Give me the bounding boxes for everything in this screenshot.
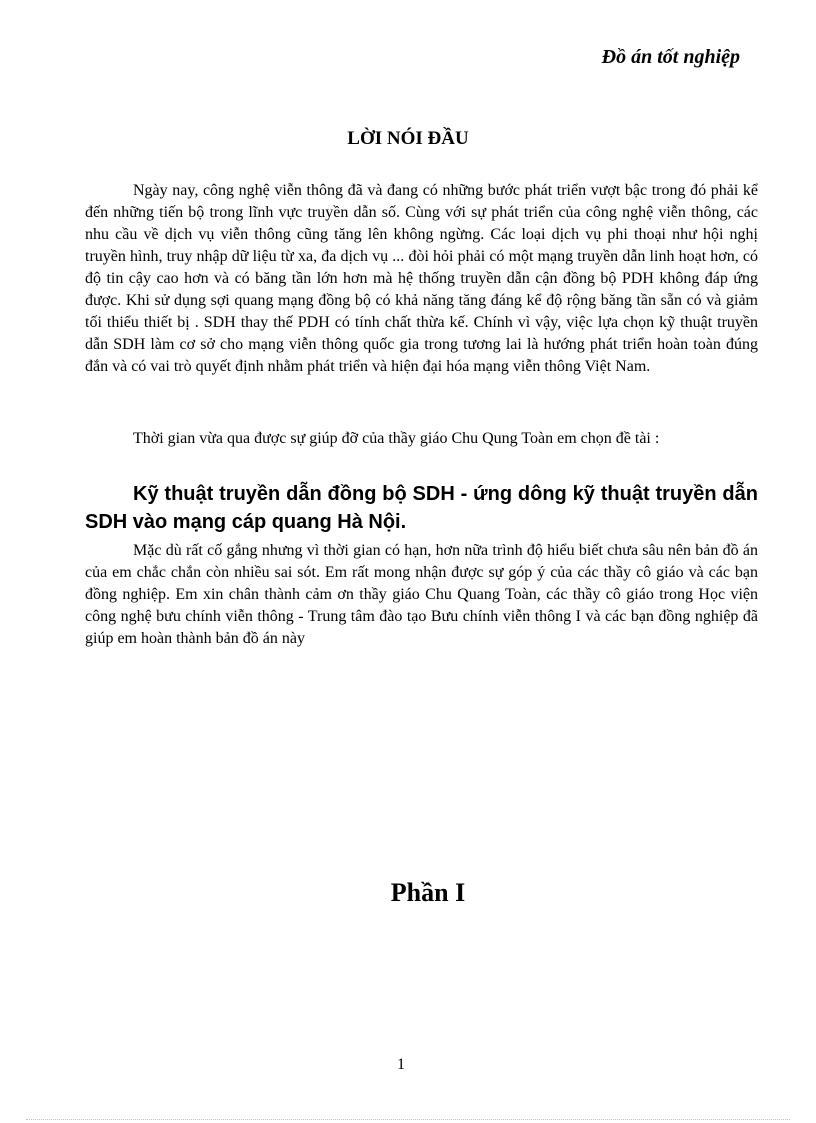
page-number: 1 (397, 1056, 405, 1073)
document-heading: LỜI NÓI ĐẦU (347, 128, 469, 149)
paragraph-acknowledgement: Mặc dù rất cố gắng nhưng vì thời gian có hạn, hơn nữa trình độ hiểu biết chưa sâu nên bản đồ án của em chắc chắn còn nhiều sai sót. Em rất mong nhận được sự góp ý của các thầy cô giáo và các bạn đồng nghiệp. Em xin chân thành cảm ơn thầy giáo Chu Quang Toàn, các thầy cô giáo trong Học viện công nghệ bưu chính viễn thông - Trung tâm đào tạo Bưu chính viễn thông I và các bạn đồng nghiệp đã giúp em hoàn thành bản đồ án này (85, 542, 758, 647)
thesis-topic: Kỹ thuật truyền dẫn đồng bộ SDH - ứng dông kỹ thuật truyền dẫn SDH vào mạng cáp quang Hà Nội. (85, 483, 758, 533)
part-title: Phần I (390, 878, 466, 907)
page-divider (26, 1119, 790, 1120)
paragraph-topic-intro: Thời gian vừa qua được sự giúp đỡ của thầy giáo Chu Qung Toàn em chọn đề tài : (133, 430, 660, 447)
paragraph-intro: Ngày nay, công nghệ viễn thông đã và đang có những bước phát triển vượt bậc trong đó phải kể đến những tiến bộ trong lĩnh vực truyền dẫn số. Cùng với sự phát triển của công nghệ viễn thông, các nhu cầu về dịch vụ viễn thông cũng tăng lên không ngừng. Các loại dịch vụ phi thoại như hội nghị truyền hình, truy nhập dữ liệu từ xa, đa dịch vụ ... đòi hỏi phải có một mạng truyền dẫn linh hoạt hơn, có độ tin cậy cao hơn và có băng tần lớn hơn mà hệ thống truyền dẫn cận đồng bộ PDH không đáp ứng được. Khi sử dụng sợi quang mạng đồng bộ có khả năng tăng đáng kể độ rộng băng tần sẵn có và giảm tối thiểu thiết bị . SDH thay thế PDH có tính chất thừa kế. Chính vì vậy, việc lựa chọn kỹ thuật truyền dẫn SDH làm cơ sở cho mạng viễn thông quốc gia trong tương lai là hướng phát triển hoàn toàn đúng đắn và có vai trò quyết định nhằm phát triển và hiện đại hóa mạng viễn thông Việt Nam. (85, 182, 758, 375)
header-title: Đồ án tốt nghiệp (601, 46, 740, 68)
